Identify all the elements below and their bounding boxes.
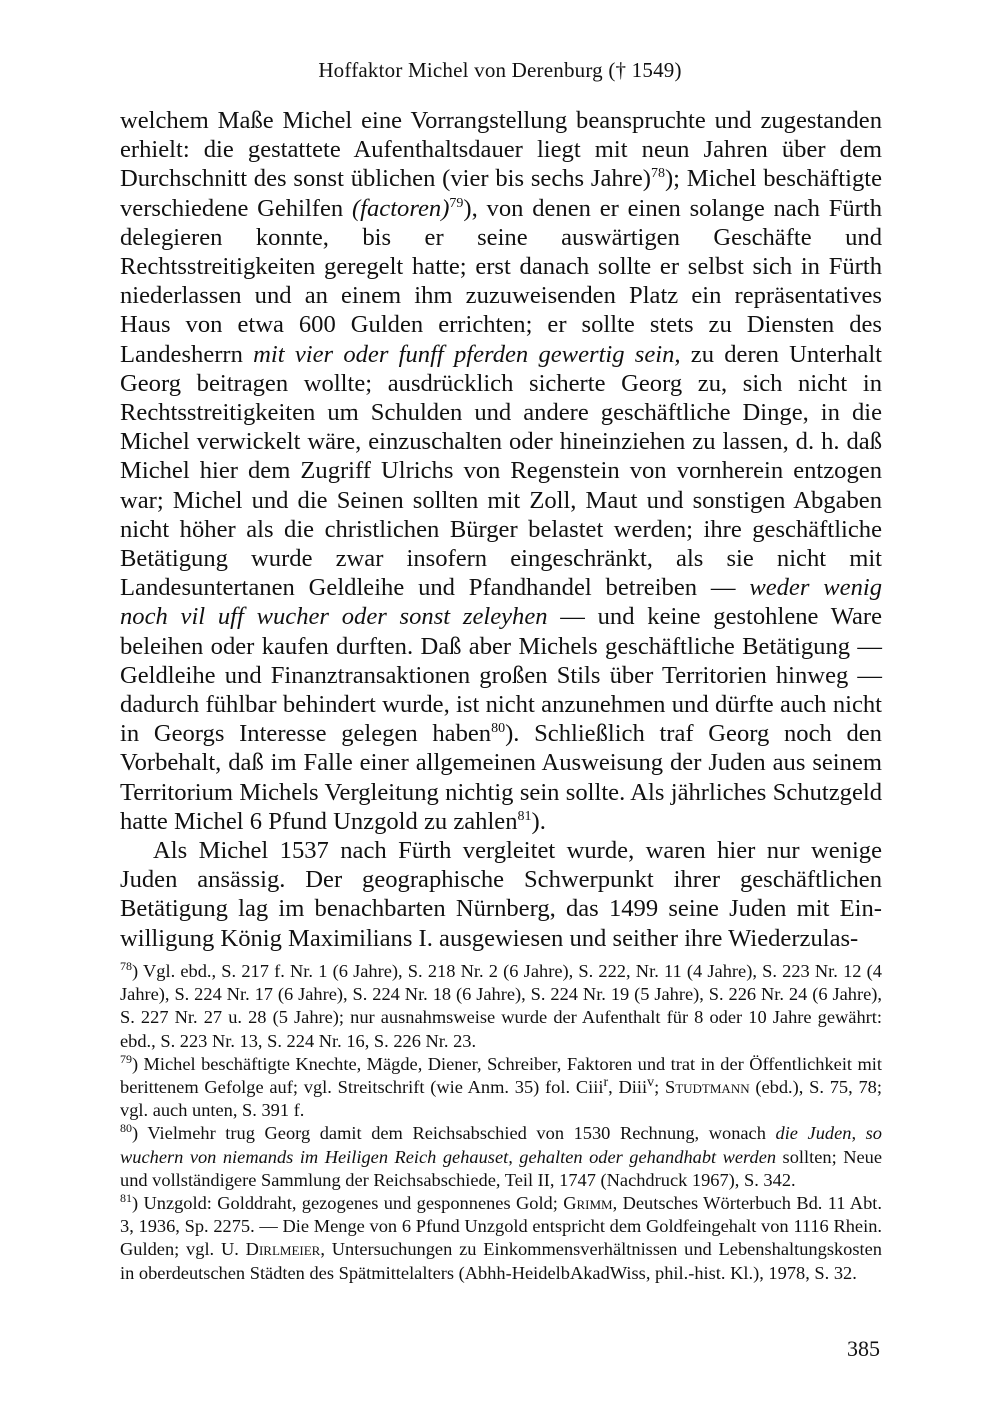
text-segment: zu deren Unterhalt Georg beitragen wollte; ausdrücklich sicherte Georg zu, sich nicht in Rechtsstreitigkeiten um Schulden und andere geschäftliche Dinge, in die Michel verwickelt wäre, einzuschalten oder hineinziehen zu lassen, d. h. daß Michel hier dem Zugriff Ulrichs von Regenstein von vornherein entzogen war; Michel und die Seinen sollten mit Zoll, Maut und sonstigen Abgaben nicht höher als die christlichen Bürger belastet werden; ihre geschäftliche Betätigung wurde zwar insofern eingeschränkt, als sie nicht mit Landesuntertanen Geldleihe und Pfandhandel betreiben — bbox=[120, 340, 882, 602]
footnote-78 bbox=[120, 960, 882, 1053]
text-segment: ), von denen er einen solange nach Fürth delegieren konnte, bis er seine auswärtigen Geschäfte und Rechtsstreitigkeiten geregelt hatte; erst danach sollte er selbst sich in Fürth niederlassen und an einem ihm zuzuweisenden Platz ein repräsentatives Haus von etwa 600 Gulden errichten; er sollte stets zu Diensten des Landesherrn bbox=[120, 194, 883, 368]
footnote-text: , Deutsches Wörterbuch Bd. 11 Abt. 3, 1936, Sp. 2275. — Die Menge von 6 Pfund Unzgold entspricht dem Goldfeingehalt von 1116 Rhein. Gulden; vgl. U. bbox=[120, 1193, 882, 1260]
text-segment: ). bbox=[531, 807, 546, 835]
footnote-ref-81: 81 bbox=[517, 808, 532, 824]
footnote-text: sollten; Neue und vollständigere Sammlung der Reichsabschiede, Teil II, 1747 (Nachdruck 1967), S. 342. bbox=[120, 1146, 882, 1190]
paragraph-2: Als Michel 1537 nach Fürth vergleitet wurde, waren hier nur wenige Juden ansässig. Der geographische Schwerpunkt ihrer geschäftlichen Betätigung lag im benachbarten Nürnberg, das 1499 seine Juden mit Einwilligung König Maximilians I. ausgewiesen und seither ihre Wiederzulas- bbox=[120, 837, 882, 952]
footnote-text: ; bbox=[654, 1077, 665, 1098]
italic-quote: die Juden, so wuchern von niemands im Heiligen Reich gehauset, gehalten oder gehandhabt werden bbox=[120, 1123, 882, 1167]
text-segment: — und keine gestohlene Ware beleihen oder kaufen durften. Daß aber Michels geschäftliche Betätigung — Geldleihe und Finanztransaktionen großen Stils über Territorien hinweg — dadurch fühlbar behindert wurde, ist nicht anzunehmen und dürfte auch nicht in Georgs Interesse gelegen haben bbox=[120, 603, 883, 748]
running-header: Hoffaktor Michel von Derenburg († 1549) bbox=[318, 58, 682, 82]
main-text bbox=[120, 106, 882, 953]
footnote-80 bbox=[120, 1122, 882, 1192]
footnote-text: , Untersuchungen zu Einkommensverhältnissen und Lebenshaltungskosten in oberdeutschen Städten des Spätmittelalters (Abhh-HeidelbAkadWiss, phil.-hist. Kl.), 1978, S. 32. bbox=[120, 1239, 882, 1283]
author-name: Dirlmeier bbox=[245, 1239, 321, 1260]
footnote-ref-79: 79 bbox=[449, 195, 464, 211]
footnote-text: ) Michel beschäftigte Knechte, Mägde, Diener, Schreiber, Faktoren und trat in der Öffentlichkeit mit berittenem Gefolge auf; vgl. Streitschrift (wie Anm. 35) fol. Ciii bbox=[120, 1053, 882, 1098]
italic-quote: weder wenig noch vil uff wucher oder sonst zeleyhen bbox=[120, 574, 882, 631]
footnote-ref-78: 78 bbox=[650, 166, 665, 182]
text-segment: ); Michel beschäftigte verschiedene Gehilfen bbox=[120, 165, 883, 222]
footnote-text: ) Unzgold: Golddraht, gezogenes und gesponnenes Gold; bbox=[132, 1193, 564, 1214]
paragraph-1 bbox=[120, 106, 882, 836]
footnote-79 bbox=[120, 1053, 882, 1123]
folio-recto: r bbox=[603, 1074, 609, 1090]
footnote-ref-80: 80 bbox=[491, 721, 506, 737]
footnote-number: 79 bbox=[120, 1051, 132, 1066]
folio-verso: v bbox=[647, 1074, 655, 1090]
text-segment: welchem Maße Michel eine Vorrangstellung beanspruchte und zugestanden erhielt: die gestattete Aufenthaltsdauer liegt mit neun Jahren über dem Durchschnitt des sonst üblichen (vier bis sechs Jahre) bbox=[120, 107, 882, 193]
italic-quote: mit vier oder funff pferden gewertig sein, bbox=[253, 340, 681, 368]
text-segment: ). Schließlich traf Georg noch den Vorbehalt, daß im Falle einer allgemeinen Ausweisung der Juden aus seinem Territorium Michels Vergleitung nichtig sein sollte. Als jährliches Schutzgeld hatte Michel 6 Pfund Unzgold zu zahlen bbox=[120, 720, 882, 835]
footnote-text: , Diii bbox=[608, 1077, 648, 1098]
footnote-number: 81 bbox=[120, 1190, 132, 1205]
footnote-81 bbox=[120, 1192, 882, 1285]
footnote-text: (ebd.), S. 75, 78; vgl. auch unten, S. 391 f. bbox=[120, 1077, 882, 1121]
footnotes bbox=[120, 960, 882, 1285]
footnote-text: ) Vielmehr trug Georg damit dem Reichsabschied von 1530 Rechnung, wonach bbox=[132, 1123, 776, 1144]
author-name: Studtmann bbox=[664, 1077, 750, 1098]
author-name: Grimm bbox=[563, 1193, 613, 1214]
footnote-number: 78 bbox=[120, 958, 132, 973]
footnote-text: ) Vgl. ebd., S. 217 f. Nr. 1 (6 Jahre), S. 218 Nr. 2 (6 Jahre), S. 222, Nr. 11 (4 Jahre), S. 223 Nr. 12 (4 Jahre), S. 224 Nr. 17 (6 Jahre), S. 224 Nr. 18 (6 Jahre), S. 224 Nr. 19 (5 Jahre), S. 226 Nr. 24 (6 Jahre), S. 227 Nr. 27 u. 28 (5 Jahre); nur ausnahmsweise wurde der Aufenthalt für 8 oder 10 Jahre gewährt: ebd., S. 223 Nr. 13, S. 224 Nr. 16, S. 226 Nr. 23. bbox=[120, 961, 882, 1051]
page-number: 385 bbox=[847, 1336, 880, 1361]
footnote-number: 80 bbox=[120, 1121, 132, 1136]
italic-term: (factoren) bbox=[351, 194, 450, 222]
